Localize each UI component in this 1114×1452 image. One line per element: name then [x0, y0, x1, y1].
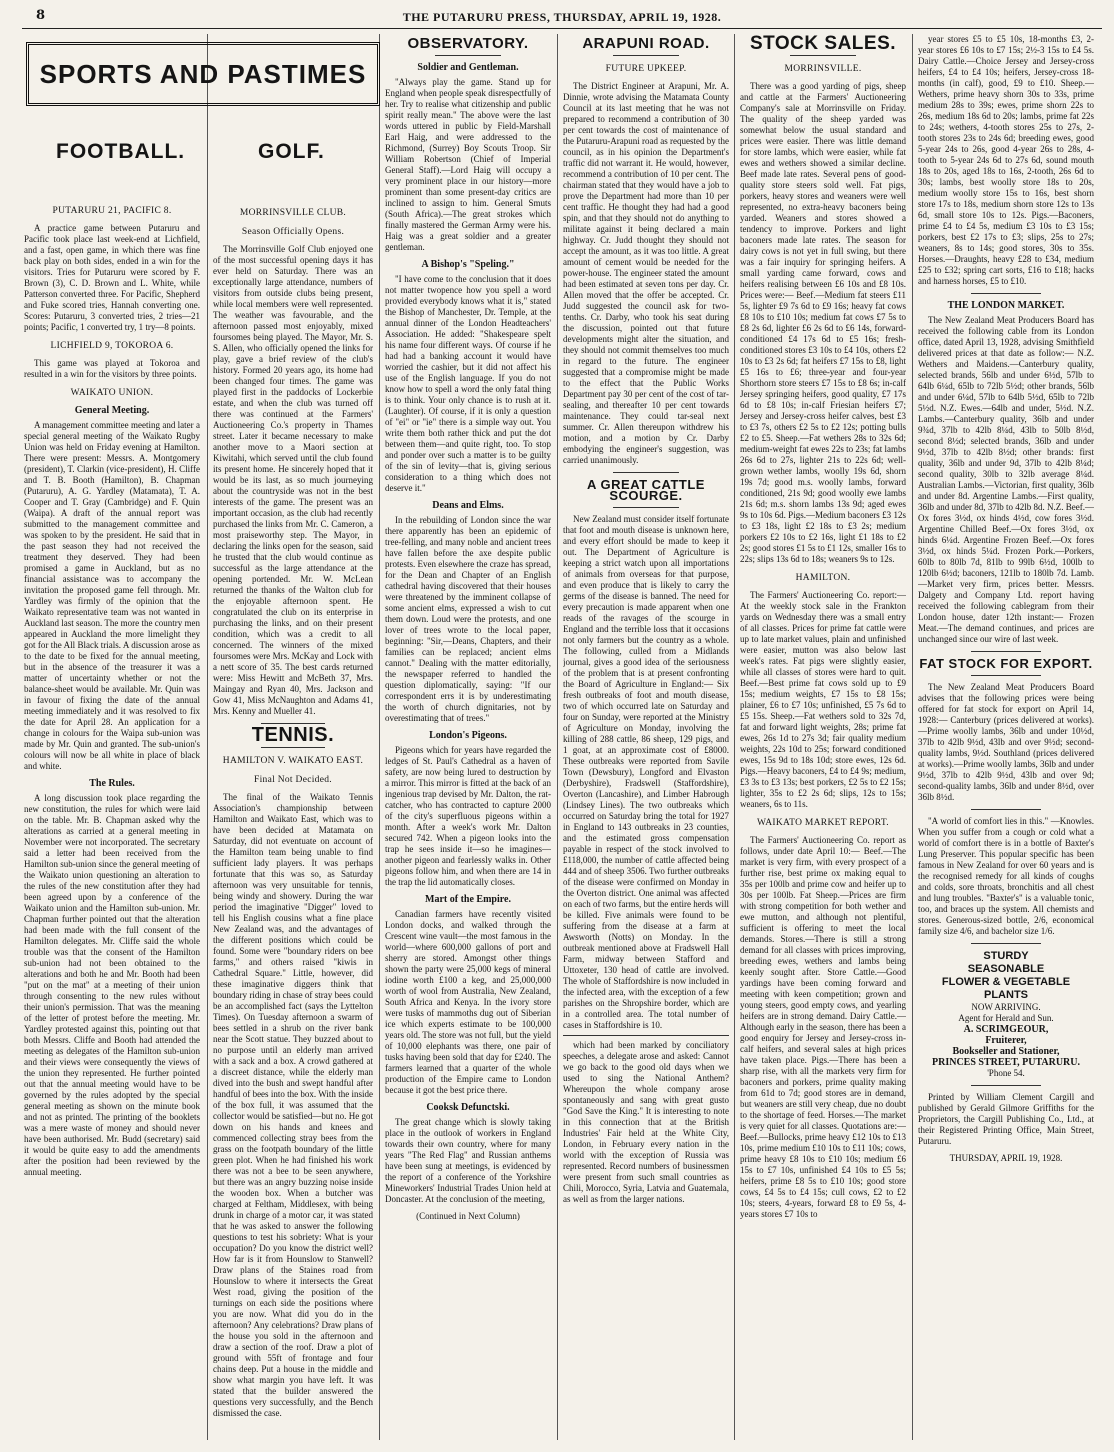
continued-note: (Continued in Next Column) [416, 1211, 520, 1221]
ad-trade2: Bookseller and Stationer, [952, 1046, 1060, 1057]
ad-line: STURDY [983, 950, 1029, 962]
newspaper-header: THE PUTARURU PRESS, THURSDAY, APRIL 19, 1928. [402, 10, 722, 24]
observatory-sub: Soldier and Gentleman. [417, 62, 519, 73]
column-divider [734, 34, 735, 1440]
london-title: THE LONDON MARKET. [947, 300, 1065, 311]
ad-line: FLOWER & VEGETABLE [941, 976, 1071, 988]
masthead [22, 6, 1102, 29]
hamilton-text: The Farmers' Auctioneering Co. report:—At the weekly stock sale in the Frankton yards on Wednesday there was a small entry of all classes. Prices for prime fat cattle were up to late market values, plain and unfinished were easier, mutton was also below last week's rates. Fat pigs were slightly easier, while all classes of stores were hard to quit. Beef.—Best prime fat cows sold up to £9 15s; medium weights, £7 15s to £8 15s; plainer, £6 to £7 10s; unfinished, £5 7s 6d to £5 15s. Sheep.—Fat wethers sold to 32s 7d, fat and forward light weights, 28s; prime fat ewes, 26s 1d to 27s 3d; fair quality medium weights, 22s 10d to 25s; forward conditioned ewes, 15s 9d to 18s 10d; store ewes, 12s 6d. Pigs.—Heavy baconers, £4 to £4 9s; medium, £3 3s to £3 13s; best porkers, £2 5s to £2 15s; lighter, 35s to £2 2s 6d; slips, 12s to 15s; weaners, 6s to 11s. [740, 590, 906, 809]
divider [971, 1085, 1041, 1086]
arapuni-column [563, 34, 729, 1440]
column-divider [557, 34, 558, 1440]
golf-tennis-column [213, 200, 373, 1440]
golf-text: The Morrinsville Golf Club enjoyed one of the most successful opening days it has ever held on Saturday. There was an exceptionally large attendance, numbers of visitors from outside clubs being present, while local members were well represented. The weather was favourable, and the afternoon passed most enjoyably, mixed foursomes being played. The Mayor, Mr. S. S. Allen, who officially opened the links for play, gave a brief review of the club's history. Formed 20 years ago, its home had been changed four times. The game was played first in the paddocks of Lockerbie estate, and when the club was turned off there was continued at the Farmers' Auctioneering Co.'s property in Thames street. Later it became necessary to make another move to a Maori section at Kiwitahi, which served until the club found its present home. He sincerely hoped that it would be its last, as so much journeying about the countryside was not in the best interests of the game. The present was an important occasion, as the club had recently purchased the links from Mr. C. Cameron, a most praiseworthy step. The Mayor, in declaring the links open for the season, said he trusted that the club would continue as successful as the large attendance at the opening portended. Mr. W. McLean returned the thanks of the Walton club for the enjoyable afternoon spent. He congratulated the club on its enterprise in purchasing the links, and on their present condition, which was a credit to all concerned. The winners of the mixed foursomes were Mrs. McKay and Lock with a nett score of 35. The best cards returned were: Miss Hewitt and McBeth 37, Mrs. Maingay and Ryan 40, Mrs. Jackson and Gow 41, Miss McNaughton and Adams 41, Mrs. Kenny and Mueller 41. [213, 244, 373, 716]
observatory-text: "Always play the game. Stand up for England when people speak disrespectfully of her. Try to realise what citizenship and public spirit really mean." The above were the last words uttered in public by Field-Marshall Earl Haig, and were addressed to the Richmond, (Surrey) Boy Scouts Troop. Sir William Robertson (Chief of Imperial General Staff).—Lord Haig will occupy a very prominent place in our history—more prominent than some present-day critics are inclined to assign to him. General Smuts (South Africa).—The great strokes which finally mastered the German Army were his. Haig was a great soldier and a greater gentleman. [385, 77, 551, 252]
golf-sub2: Season Officially Opens. [241, 227, 345, 237]
golf-sub: MORRINSVILLE CLUB. [239, 208, 347, 218]
market-column [918, 34, 1094, 1440]
rules-text: A long discussion took place regarding the new constitution, the rules for which were laid on the table. Mr. B. Chapman asked why the alterations as carried at a general meeting in November were not incorporated. The secretary said a letter had been received from the Hamilton sub-union since the general meeting of the Waikato union questioning an alteration to the rules of the new constitution after they had been agreed upon by a conference of the Waikato union and the Hamilton sub-union. Mr. Chapman further pointed out that the alteration had been made with the full consent of the Hamilton delegates. Mr. Cliffe said the whole trouble was that the consent of the Hamilton sub-union had not been obtained to the alterations and both he and Mr. Booth had been "put on the mat" at a meeting of their union through consenting to the new rules without their union's permission. That was the meaning of the letter of protest before the meeting. Mr. Yardley protested against this, pointing out that both Messrs. Cliffe and Booth had attended the meeting as delegates of the Hamilton sub-union and their views were consequently the views of the union they represented. He further pointed out that the annual meeting would have to be governed by the rules adopted by the special general meeting as shown on the minute book and not as printed. The printing of the booklets was a mere waste of money and should never have been authorised. Mr. Budd (secretary) said it would be quite easy to add the amendments after the position had been reviewed by the annual meeting. [24, 793, 200, 1177]
ad-agent: Agent for Herald and Sun. [958, 1013, 1054, 1023]
cough-advert: "A world of comfort lies in this." —Knowles. When you suffer from a cough or cold what a world of comfort there is in a bottle of Baxter's Lung Preserver. This popular specific has been famous in New Zealand for over 60 years and is the recognised remedy for all kinds of coughs and colds, sore throats, bronchitis and all chest and lung troubles. "Baxter's" is a valuable tonic, too, and braces up the system. All chemists and stores. Generous-sized bottle, 2/6, economical family size 4/6, and bachelor size 1/6. [918, 816, 1094, 936]
waikato-title: WAIKATO MARKET REPORT. [757, 818, 889, 828]
export-heading: FAT STOCK FOR EXPORT. [919, 656, 1093, 671]
game1-title: PUTARURU 21, PACIFIC 8. [52, 206, 172, 216]
ad-phone: 'Phone 54. [987, 1068, 1025, 1078]
elms-title: Deans and Elms. [432, 500, 504, 511]
stock-sales-column [740, 34, 906, 1440]
divider [971, 293, 1041, 294]
pigeons-title: London's Pigeons. [429, 730, 507, 741]
column-divider [912, 34, 913, 1440]
game2-title: LICHFIELD 9, TOKOROA 6. [50, 341, 174, 351]
hamilton-title: HAMILTON. [795, 573, 851, 583]
london-text: The New Zealand Meat Producers Board has received the following cable from its London office, dated April 13, 1928, advising Smithfield delivered prices at that date as follow:— N.Z. Wethers and Maidens.—Canterbury quality, selected brands, 56lb and under 6½d, 57lb to 64lb 6¼d, 65lb to 72lb 5½d; other brands, 56lb and under 6¼d, 57lb to 64lb 5½d, 65lb to 72lb 5½d. N.Z. Ewes.—64lb and under, 5½d. N.Z. Lambs.—Canterbury quality, 36lb and under 9¾d, 37lb to 42lb 8¼d, 43lb to 50lb 8½d, second 8½d; selected brands, 36lb and under 9½d, 37lb to 42lb 8½d; other brands: first quality, 36lb and under 9d, 37lb to 42lb 8¼d; second quality, 30lb to 32lb average 8¼d. Australian Lambs.—Victorian, first quality, 36lb and under 8d. Argentine Lambs.—First quality, 36lb and under 8d, 37lb to 42lb 8d. N.Z. Beef.—Ox fores 3½d, ox hinds 4½d, cow fores 3½d. Argentine Chilled Beef.—Ox fores 3½d, ox hinds 6¼d. Argentine Frozen Beef.—Ox fores 3½d, ox hinds 5¼d. Frozen Pork.—Porkers, 60lb to 80lb 7d, 81lb to 99lb 6½d, 100lb to 120lb 6½d; baconers, 121lb to 180lb 7d. Lamb.—Market very firm, prices better. Messrs. Dalgety and Company Ltd. report having received the following cablegram from their London house, dater 12th instant:— Frozen Meat.—The demand continues, and prices are unchanged since our wire of last week. [918, 315, 1094, 644]
scourge-text: New Zealand must consider itself fortunate that foot and mouth disease is unknown here, and every effort should be made to keep it out. The Department of Agriculture is keeping a strict watch upon all importations of animals from overseas for that purpose, and even produce that is likely to carry the germs of the disease is banned. The need for every precaution is made apparent when one reads of the ravages of the scourge in England and the terrible loss that it occasions not only farmers but the country as a whole. The following, culled from a Midlands journal, gives a good idea of the seriousness of the problem that is at present confronting the Board of Agriculture in England:— Six fresh outbreaks of foot and mouth disease, two of which occurred late on Saturday and four on Sunday, were reported at the Ministry of Agriculture on Monday, involving the killing of 288 cattle, 86 sheep, 129 pigs, and 1 goat, at an approximate cost of £8000. These outbreaks were reported from Savile Town (Dewsbury), Longford and Elvaston (Derbyshire), Fradswell (Staffordshire), Overton (Lancashire), and Limber Habrough (Lindsey Lines). The two outbreaks which occurred on Saturday bring the total for 1927 in England to 143 outbreaks in 23 counties, and the estimated gross compensation payable in respect of the stock involved to £118,000, the number of cattle affected being 444 and of sheep 3506. Two further outbreaks of the disease were confirmed on Monday in the Overton district. One animal was affected on each of two farms, but the entire herds will be killed. Five animals were found to be suffering from the disease at a farm at Awsworth (Notts) on Monday. In the outbreak mentioned above at Fradswell Hall Farm, midway between Stafford and Uttoxeter, 130 head of cattle are involved. The whole of Staffordshire is now included in the infected area, with the exception of a few parishes on the Shropshire border, which are in a controlled area. The total number of cases in Staffordshire is 10. [563, 514, 729, 1030]
tennis-sub2: Final Not Decided. [254, 775, 332, 785]
pigeons-text: Pigeons which for years have regarded the ledges of St. Paul's Cathedral as a haven of safety, are now being lured to destruction by a mirror. This mirror is fitted at the back of an ingenious trap devised by Mr. Dalton, the rat-catcher, who has contracted to capture 2000 of the city's superfluous pigeons within a month. After a week's work Mr. Dalton secured 742. When a pigeon looks into the trap he sees inside it—so he imagines—another pigeon and fearlessly walks in. Other pigeons follow him, and when there are 14 in the trap the lid automatically closes. [385, 745, 551, 887]
observatory-column [385, 34, 551, 1440]
divider [790, 55, 856, 56]
stock-sub: MORRINSVILLE. [784, 64, 862, 74]
elms-text: In the rebuilding of London since the war there apparently has been an epidemic of tree-felling, and many noble and ancient trees have fallen before the axe despite public protests. Even elsewhere the craze has spread, for the Dean and Chapter of an English cathedral having discovered that their houses were threatened by the imminent collapse of some ancient elms, expressed a wish to cut them down. Loud were the protests, and one lover of trees wrote to the local paper, beginning: "Sir,—Deans, Chapters, and their families can be replaced; ancient elms cannot." Dealing with the matter editorially, the newspaper referred to handled the question diplomatically, saying: "If our correspondent errs it is by underestimating the worth of church dignitaries, not by overestimating that of trees." [385, 515, 551, 723]
imprint-date: THURSDAY, APRIL 19, 1928. [949, 1153, 1063, 1163]
scourge-heading: A GREAT CATTLE SCOURGE. [587, 477, 705, 503]
ad-name: A. SCRIMGEOUR, [963, 1024, 1049, 1035]
imprint: Printed by William Clement Cargill and published by Gerald Gilmore Griffiths for the Proprietors, the Cargill Publishing Co., Ltd., at their Registered Printing Office, Main Street, Putaruru. [918, 1092, 1094, 1146]
spelling-text: "I have come to the conclusion that it does not matter twopence how you spell a word provided everybody knows what it is," stated the Bishop of Manchester, Dr. Temple, at the annual dinner of the London Headteachers' Association. He added: "Shakespeare spelt his name four different ways. Of course if he had had a banking account it would have worried the cashier, but it did not affect his use of the English language. If you do not know how to spell a word the only fatal thing is to think. Your only chance is to rush at it. (Laughter). Of course, if it is only a question of "ei" or "ie" there is a simple way out. You write them both rather thick and put the dot between them—and quite right, too. To stop and ponder over such a matter is to be guilty of the sin of levity—that is, giving serious consideration to a thing which does not deserve it." [385, 274, 551, 493]
waikato-text: The Farmers' Auctioneering Co. report as follows, under date April 10:— Beef.—The market is very firm, with every prospect of a further rise, best prime ox making equal to 35s per 100lb and prime cow and heifer up to 30s per 100lb. Fat Sheep.—Prices are firm with strong competition for both wether and ewe mutton, and although not plentiful, sufficient is offering to meet the local demands. Stores.—There is still a strong demand for all classes with prices improving, breeding ewes, wethers and lambs being keenly sought after. Store Cattle.—Good yardings have been coming forward and meeting with keen competition; grown and young steers, good empty cows, and yearling heifers are in strong demand. Dairy Cattle.—Although early in the season, there has been a good enquiry for Jersey and Jersey-cross in-calf heifers, and several sales at high prices have taken place. Pigs.—There has been a sharp rise, with all the markets very firm for baconers and porkers, prime quality making from 61d to 7d; good stores are in demand, but weaners are still very cheap, due no doubt to the shortage of feed. Horses.—The market is very quiet for all classes. Quotations are:— Beef.—Bullocks, prime heavy £12 10s to £13 10s, prime medium £10 10s to £11 10s; cows, prime heavy £8 10s to £10 10s; medium £6 15s to £7 10s, unfinished £4 10s to £5 5s; heifers, prime £8 5s to £10 10s; good store cows, £4 5s to £4 15s; cull cows, £2 to £2 10s; steers, 4-years, forward £8 to £9 5s, 4-years stores £7 10s to [740, 835, 906, 1219]
divider [261, 747, 325, 748]
rules-title: The Rules. [89, 778, 135, 789]
ad-now: NOW ARRIVING. [971, 1002, 1041, 1012]
union-text: A management committee meeting and later a special general meeting of the Waikato Rugby Union was held on Friday evening at Hamilton. There were present: Messrs. A. Montgomery (president), T. Clarkin (vice-president), H. Cliffe and T. B. Booth (Hamilton), B. Chapman (Putaruru), A. G. Yardley (Matamata), T. A. Cooper and T. Gray (Cambridge) and F. Quin (Waipa). A draft of the annual report was submitted to the management committee and was spoken to by the president. He said that in the past season they had not received the treatment they deserved. They had been promised a game in Auckland, but as no financial assistance was to accompany the invitation the proposed game fell through. Mr. Yardley was firmly of the opinion that the Waikato representative team was not wanted in Auckland last season. The more the country men appeared in Auckland the more limelight they got for the All Black trials. A discussion arose as to the date to be fixed for the annual meeting, but in the absence of the treasurer it was a matter of uncertainty whether or not the balance-sheet would be available. Mr. Quin was in favour of fixing the date of the annual meeting immediately and it was resolved to fix the date for April 28. An application for a change in colours for the Waipa sub-union was made by Mr. Quin and granted. The sub-union's colours will now be all white in place of black and white. [24, 420, 200, 771]
mart-title: Mart of the Empire. [425, 894, 511, 905]
arapuni-heading: ARAPUNI ROAD. [582, 35, 710, 52]
game2-text: This game was played at Tokoroa and resulted in a win for the visitors by three points. [24, 358, 200, 379]
tennis-text: The final of the Waikato Tennis Association's championship between Hamilton and Waikato East, which was to have been decided at Matamata on Saturday, did not eventuate on account of the Hamilton team being unable to find sufficient lady players. It was perhaps fortunate that this was so, as Saturday afternoon was very unsuitable for tennis, being windy and showery. During the war period the imaginative "Digger" loved to tell his English cousins what a fine place New Zealand was, and the advantages of the different positions which could be found. Some were "boundary riders on bee farms," and others raised "kiwis in Cathedral Square." Little, however, did these imaginative diggers think that boundary riding in chase of stray bees could be an accomplished fact (says the Lyttelton Times). On Tuesday afternoon a swarm of bees settled in a shrub on the river bank near the Scott statue. They buzzed about to no purpose until an elderly man arrived with a sack and a box. A crowd gathered at a discreet distance, while the elderly man dived into the bush and swept handful after handful of bees into the box. With the inside of the box full, it was assumed that the collector would be satisfied—but no. He got down on his hands and knees and commenced collecting stray bees from the grass on the footpath boundary of the little green plot. When he had finished his work there was not a bee to be seen anywhere, but there was an angry buzzing noise inside the wooden box. When a butcher was charged at Feltham, Middlesex, with being drunk in charge of a motor car, it was stated that he was asked to answer the following questions to test his sobriety: What is your occupation? Do you know the district well? How far is it from Hounslow to Stanwell? Draw plans of the Staines road from Hounslow to where it intersects the Great West road, giving the position of the turnings on each side the positions where you are now. What did you do in the afternoon? Any celebrations? Draw plans of the house you sold in the afternoon and draw a section of the roof. Draw a plot of ground with 55ft of frontage and four chains deep. Put a house in the middle and show what margin you have left. It was stated that the builder answered the questions very successfully, and the Bench dismissed the case. [213, 792, 373, 1418]
divider [971, 943, 1041, 944]
football-heading: FOOTBALL. [56, 140, 186, 163]
divider [613, 55, 679, 56]
divider [435, 55, 501, 56]
sports-banner [26, 42, 380, 106]
divider [613, 507, 679, 508]
ad-trade: Fruiterer, [985, 1035, 1027, 1046]
ad-address: PRINCES STREET, PUTARURU. [932, 1057, 1080, 1068]
game1-text: A practice game between Putaruru and Pacific took place last week-end at Lichfield, and a fast, open game, in which there was fine back play on both sides, ended in a win for the visitors. Tries for Putaruru were scored by F. Brown (3), C. D. Brown and L. White, while Patterson converted three. For Pacific, Shepherd and Fuke scored tries, Hannah converting one. Scores: Putaruru, 3 converted tries, 2 tries—21 points; Pacific, 1 converted try, 1 try—8 points. [24, 223, 200, 332]
football-column [24, 198, 200, 1440]
arapuni-sub: FUTURE UPKEEP. [605, 64, 687, 74]
divider [971, 651, 1041, 652]
sports-banner-title: SPORTS AND PASTIMES [39, 59, 367, 89]
ad-line: SEASONABLE [967, 963, 1045, 975]
divider [613, 472, 679, 473]
market-top-text: year stores £5 to £5 10s, 18-months £3, 2-year stores £6 10s to £7 15s; 2½-3 15s to £4 5s. Dairy Cattle.—Choice Jersey and Jersey-cross heifers, £4 to £4 10s; heifers, Jersey-cross 18-months (in calf), good, £9 to £10. Sheep.—Wethers, prime heavy shorn 30s to 33s, prime medium 28s to 39s; ewes, prime shorn 22s to 26s, medium 18s 6d to 20s; lambs, prime fat 22s to 24s; wethers, 4-tooth stores 25s to 27s, 2-tooth stores 23s to 24s 6d; breeding ewes, good 5-year 24s to 26s, good 4-year 26s to 28s, 4-tooth to 5-year 24s 6d to 27s 6d, sound mouth 18s to 20s, aged 18s to 16s, 2-tooth, 26s 6d to 30s; lambs, best woolly store 18s to 20s, medium woolly store 15s to 16s, best shorn store 17s to 18s, medium shorn store 12s to 13s 6d, small store 10s to 12s. Pigs.—Baconers, prime £4 to £4 5s, medium £3 10s to £3 15s; porkers, best £2 17s to £3; slips, 25s to 27s; weaners, 8s to 14s; good stores, 30s to 35s. Horses.—Draughts, heavy £28 to £34, medium £25 to £32; spring cart sorts, £16 to £18; hacks and harness horses, £5 to £10. [918, 34, 1094, 286]
spelling-title: A Bishop's "Speling." [421, 259, 515, 270]
stock-text: There was a good yarding of pigs, sheep and cattle at the Farmers' Auctioneering Company's sale at Morrinsville on Friday. The quality of the sheep yarded was somewhat below the usual standard and prices were easier. There was little demand for store lambs, which were easier, while fat ewes and wethers showed a similar decline. Beef made late rates. Several pens of good-quality store steers sold well. Fat pigs, porkers, heavy stores and weaners were well represented, no extra-heavy baconers being yarded. Weaners and stores showed a tendency to improve. Porkers and light baconers made late rates. The season for dairy cows is not yet in full swing, but there was a fair inquiry for springing heifers. A small yarding came forward, cows and heifers realising between £6 10s and £8 10s. Prices were:— Beef.—Medium fat steers £11 5s, lighter £9 7s 6d to £9 16s; heavy fat cows £8 10s to £10 10s; medium fat cows £7 5s to £8 2s 6d, lighter £6 2s 6d to £6 14s, forward-conditioned £4 17s 6d to £5 16s; fresh-conditioned stores £3 10s to £4 10s, others £2 10s to £3 2s 6d; fat heifers £7 15s to £8, light £5 16s to £6; three-year and four-year Shorthorn store steers £7 15s to £8 6s; in-calf Jersey springing heifers, good quality, £7 17s 6d to £8 10s; in-calf Friesian heifers £7; Jersey and Jersey-cross heifer calves, best £3 to £3 7s, others £2 5s to £2 12s; potting bulls £2 to £5. Sheep.—Fat wethers 28s to 32s 6d; medium-weight fat ewes 22s to 23s; fat lambs 26s 6d to 27s, lighter 21s to 22s 6d; well-grown wether lambs, woolly 19s 6d, shorn 19s 7d; good m.s. woolly lambs, forward conditioned, 21s 9d; good woolly ewe lambs 21s 6d; m.s. shorn lambs 13s 9d; aged ewes 9s to 10s 6d. Pigs.—Medium baconers £3 12s to £3 18s, light £2 18s to £3 2s; medium porkers £2 10s to £2 16s, light £1 18s to £2 2s; good stores £1 5s to £1 12s, smaller 16s to 22s; slips 13s 6d to 18s; weaners 9s to 12s. [740, 81, 906, 564]
cooks-title: Cooksk Defunctski. [426, 1102, 510, 1113]
observatory-heading: OBSERVATORY. [407, 35, 529, 52]
union-subtitle: General Meeting. [74, 405, 150, 416]
divider [563, 1035, 729, 1036]
mart-text: Canadian farmers have recently visited London docks, and walked through the Crescent wine vault—the most famous in the world—where 600,000 gallons of port and sherry are stored. Amongst other things shown the party were 25,000 kegs of mineral iodine worth £100 a keg, and 25,000,000 worth of wool from Australia, New Zealand, South Africa and Kenya. In the ivory store were tusks of mammoths dug out of Siberian ice which experts estimate to be 100,000 years old. The store was not full, but the yield of 10,000 elephants was there, one pair of tusks having been sold that day for £240. The farmers learned that a quarter of the whole production of the Empire came to London because it got the best price there. [385, 909, 551, 1095]
tennis-sub: HAMILTON V. WAIKATO EAST. [222, 756, 364, 766]
union-title: WAIKATO UNION. [70, 388, 154, 398]
tennis-heading: TENNIS. [251, 724, 335, 746]
stock-heading: STOCK SALES. [749, 34, 897, 54]
page-number: 8 [36, 8, 46, 23]
cooks-text: The great change which is slowly taking place in the outlook of workers in England towards their own country, where for many years "The Red Flag" and Russian anthems have been sung at meetings, is evidenced by the report of a conference of the Yorkshire Mineworkers' Industrial Trades Union held at Doncaster. At the conclusion of the meeting, [385, 1117, 551, 1204]
column-divider [379, 34, 380, 1440]
scrimgeour-advert [918, 950, 1094, 1079]
export-text: The New Zealand Meat Producers Board advises that the following prices were being offered for fat stock for export on April 14, 1928:— Canterbury (prices delivered at works).—Prime woolly lambs, 36lb and under 10½d, 37lb to 42lb 9½d, 43lb and over 9½d; second-quality lambs, 9½d. Southland (prices delivered at works).—Prime woolly lambs, 36lb and under 9½d, 37lb to 42lb 9½d, 43lb and over 9d; second-quality lambs, 36lb and under 8½d, over 36lb 8½d. [918, 682, 1094, 802]
arapuni-text: The District Engineer at Arapuni, Mr. A. Dinnie, wrote advising the Matamata County Council at its last meeting that he was not prepared to recommend a contribution of 30 per cent towards the cost of maintenance of the Putaruru-Arapuni road as requested by the council, as in his opinion the Department's traffic did not warrant it. He would, however, recommend a contribution of 10 per cent. The chairman stated that they would have a job to prove the Department had more than 10 per cent traffic. He thought they had had a good spin, and that they should not do anything to militate against it being declared a main highway. Cr. Judd thought they should not accept the amount, as it was too little. A great amount of cement would be needed for the power-house. The engineer stated the amount had been estimated at seven tons per day. Cr. Allen moved that the offer be accepted. Cr. Judd suggested the council ask for two-tenths. Cr. Darby, who took his seat during the discussion, pointed out that future developments might alter the situation, and they should not commit themselves too much in regard to the future. The engineer suggested that a compromise might be made to the effect that the Public Works Department pay 30 per cent of the cost of tar-sealing, and thereafter 10 per cent towards maintenance. They could tar-seal next summer. Cr. Allen thereupon withdrew his motion, and a motion by Cr. Darby embodying the engineer's suggestion, was carried unanimously. [563, 81, 729, 465]
column-divider [207, 34, 208, 1440]
divider [971, 809, 1041, 810]
ad-line: PLANTS [984, 989, 1028, 1001]
divider [971, 675, 1041, 676]
continued-text: which had been marked by conciliatory speeches, a delegate arose and asked: Cannot we go back to the good old days when we used to sing the National Anthem? Whereupon the whole company arose spontaneously and sang with great gusto "God Save the King." It is interesting to note in this connection that at the British Industries' Fair held at the White City, London, in February every nation in the world with the exception of Russia was represented. Record numbers of businessmen were present from such small countries as Chili, Morocco, Syria, Latvia and Guatemala, as well as from the larger nations. [563, 1040, 729, 1204]
golf-heading: GOLF. [258, 140, 325, 163]
